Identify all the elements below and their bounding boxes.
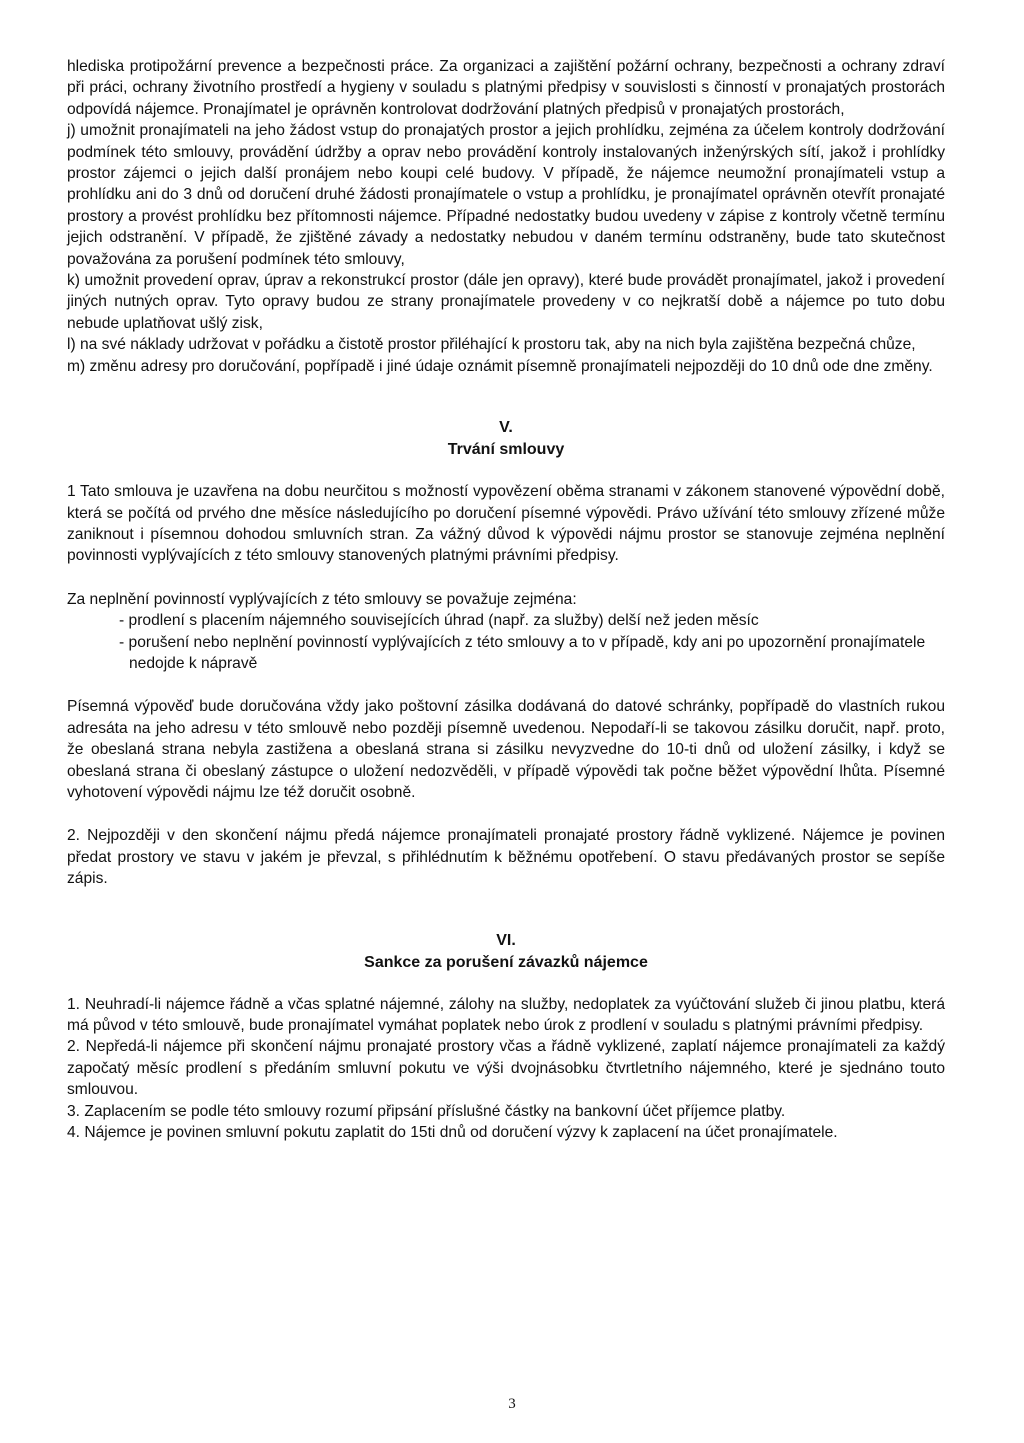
section-6-item-3: 3. Zaplacením se podle této smlouvy rozumí připsání příslušné částky na bankovní účet příjemce platby. — [67, 1102, 786, 1120]
section-6-item-1: 1. Neuhradí-li nájemce řádně a včas splatné nájemné, zálohy na služby, nedoplatek za vyúčtování služeb či jinou platbu, která má původ v této smlouvě, bude pronajímatel vymáhat poplatek nebo úrok z prodlení v souladu s platnými právními předpisy. — [67, 995, 945, 1034]
section-5-list — [67, 610, 945, 674]
list-item: - prodlení s placením nájemného souvisejících úhrad (např. za služby) delší než jeden měsíc — [119, 612, 759, 630]
item-m: m) změnu adresy pro doručování, popřípadě i jiné údaje oznámit písemně pronajímateli nejpozději do 10 dnů ode dne změny. — [67, 357, 933, 375]
section-5-title: Trvání smlouvy — [447, 441, 565, 459]
item-k: k) umožnit provedení oprav, úprav a rekonstrukcí prostor (dále jen opravy), které bude provádět pronajímatel, jakož i provedení jiných nutných oprav. Tyto opravy budou ze strany pronajímatele provedeny v co nejkratší době a nájemce po tuto dobu nebude uplatňovat ušlý zisk, — [67, 272, 945, 332]
section-5-paragraph-2: Písemná výpověď bude doručována vždy jako poštovní zásilka dodávaná do datové schránky, popřípadě do vlastních rukou adresáta na jeho adresu v této smlouvě nebo později písemně uvedenou. Nepodaří-li se takovou zásilku doručit, např. proto, že obeslaná strana nebyla zastižena a obeslaná strana si zásilku nevyzvedne do 10-ti dnů od uložení zásilky, i když se obeslaná strana či obeslaný zástupce o uložení nedozvěděli, v případě výpovědi tak počne běžet výpovědní lhůta. Písemné vyhotovení výpovědi nájmu lze též doručit osobně. — [67, 698, 945, 801]
section-5-list-intro: Za neplnění povinností vyplývajících z této smlouvy se považuje zejména: — [67, 590, 577, 608]
item-l: l) na své náklady udržovat v pořádku a čistotě prostor přiléhající k prostoru tak, aby na nich byla zajištěna bezpečná chůze, — [67, 336, 916, 354]
section-5-paragraph-3: 2. Nejpozději v den skončení nájmu předá nájemce pronajímateli pronajaté prostory řádně vyklizené. Nájemce je povinen předat prostory ve stavu v jakém je převzal, s přihlédnutím k běžnému opotřebení. O stavu předávaných prostor se sepíše zápis. — [67, 827, 945, 888]
document-page — [67, 56, 945, 1143]
list-item: - porušení nebo neplnění povinností vyplývajících z této smlouvy a to v případě, kdy ani po upozornění pronajímatele nedojde k nápravě — [119, 633, 926, 672]
section-5-paragraph-1: 1 Tato smlouva je uzavřena na dobu neurčitou s možností vypovězení oběma stranami v zákonem stanovené výpovědní době, která se počítá od prvého dne měsíce následujícího po doručení písemné výpovědi. Právo užívání této smlouvy zřízené může zaniknout i písemnou dohodou smluvních stran. Za vážný důvod k výpovědi nájmu prostor se stanovuje zejména neplnění povinnosti vyplývajících z této smlouvy stanovených platnými právními předpisy. — [67, 483, 945, 565]
section-5-number: V. — [499, 419, 513, 437]
section-6-item-2: 2. Nepředá-li nájemce při skončení nájmu pronajaté prostory včas a řádně vyklizené, zaplatí nájemce pronajímateli za každý započatý měsíc prodlení s předáním smluvní pokutu ve výši dvojnásobku čtvrtletního nájemného, které je sjednáno touto smlouvou. — [67, 1038, 945, 1099]
section-6-item-4: 4. Nájemce je povinen smluvní pokutu zaplatit do 15ti dnů od doručení výzvy k zaplacení na účet pronajímatele. — [67, 1124, 838, 1142]
section-6-heading — [67, 930, 945, 974]
continuation-paragraph: hlediska protipožární prevence a bezpečnosti práce. Za organizaci a zajištění požární ochrany, bezpečnosti a ochrany zdraví při práci, ochrany životního prostředí a hygieny v souladu s platnými předpisy v souvislosti s činností v pronajatých prostorách odpovídá nájemce. Pronajímatel je oprávněn kontrolovat dodržování platných předpisů v pronajatých prostorách, — [67, 58, 945, 118]
item-j: j) umožnit pronajímateli na jeho žádost vstup do pronajatých prostor a jejich prohlídku, zejména za účelem kontroly dodržování podmínek této smlouvy, provádění údržby a oprav nebo provádění kontroly instalovaných inženýrských sítí, jakož i prohlídky prostor zájemci o jejich další pronájem nebo koupi celé budovy. V případě, že nájemce neumožní pronajímateli vstup a prohlídku ani do 3 dnů od doručení druhé žádosti pronajímatele o vstup a prohlídku, je pronajímatel oprávněn otevřít pronajaté prostory a provést prohlídku bez přítomnosti nájemce. Případné nedostatky budou uvedeny v zápise z kontroly včetně termínu jejich odstranění. V případě, že zjištěné závady a nedostatky nebudou v daném termínu odstraněny, bude tato skutečnost považována za porušení podmínek této smlouvy, — [67, 122, 945, 268]
section-6-number: VI. — [496, 931, 516, 949]
section-5-heading — [67, 417, 945, 461]
page-number: 3 — [508, 1396, 516, 1412]
section-6-title: Sankce za porušení závazků nájemce — [364, 953, 648, 971]
